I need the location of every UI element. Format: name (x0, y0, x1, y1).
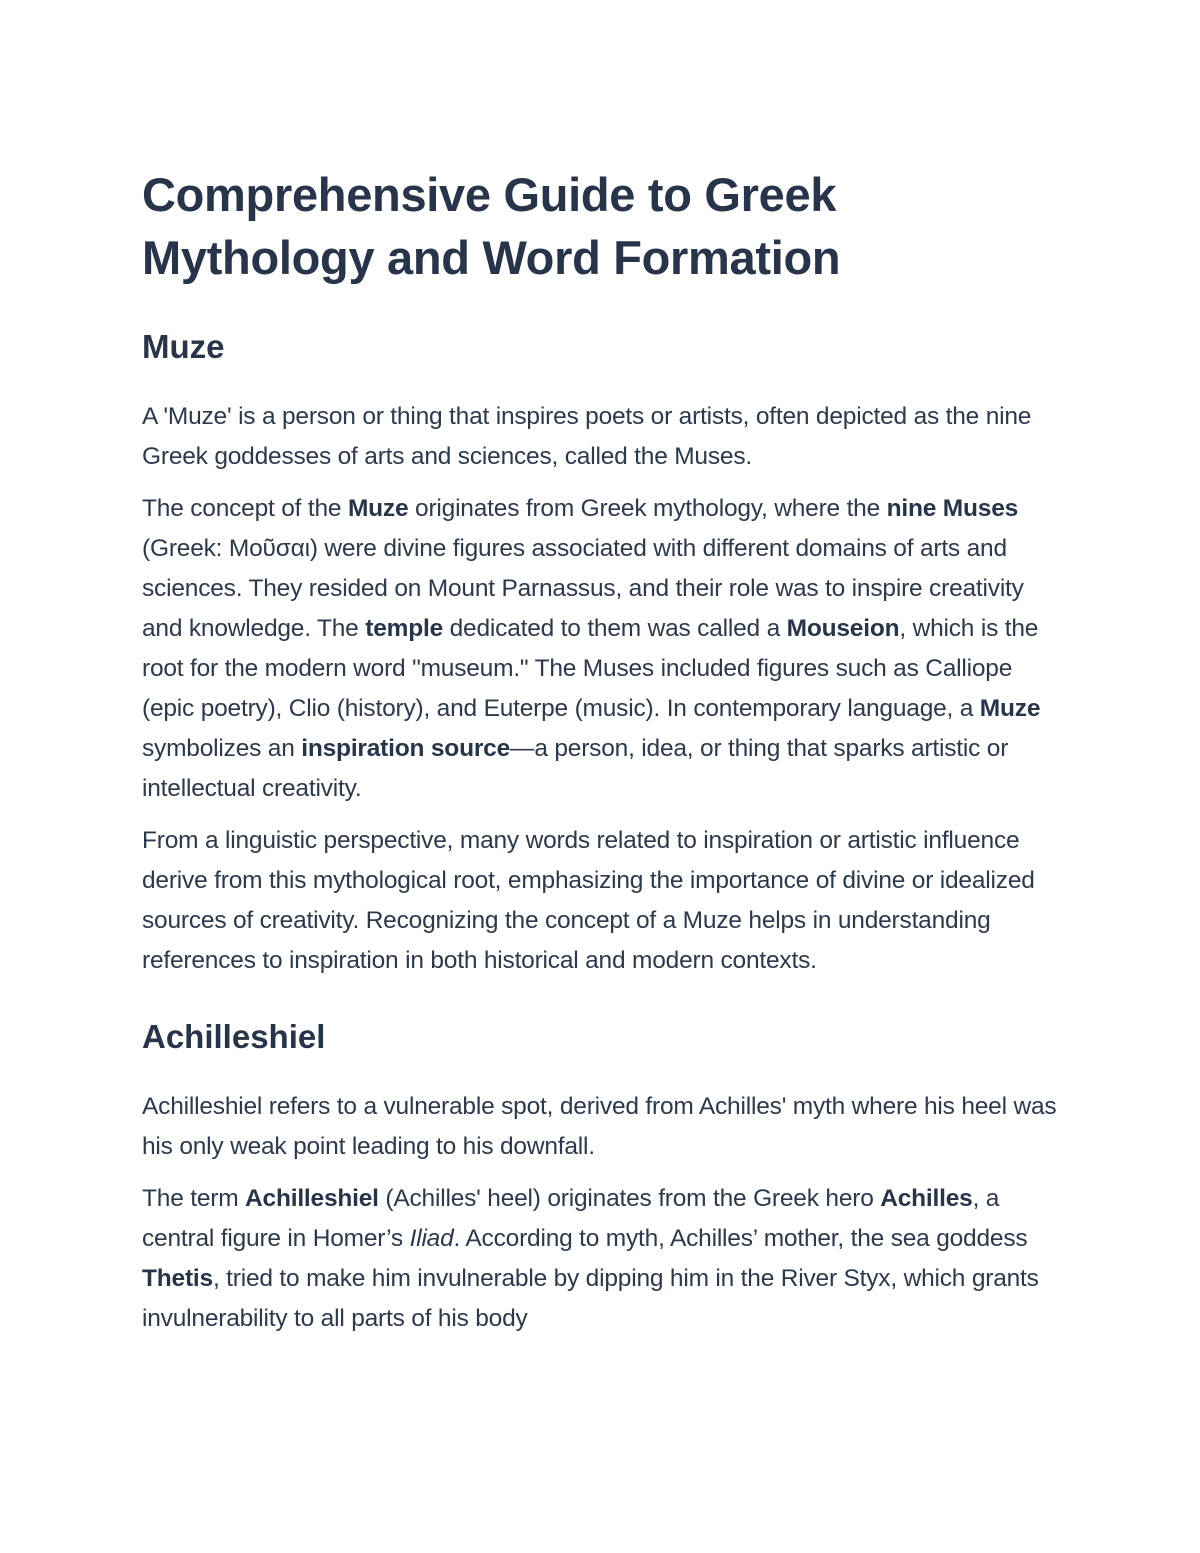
italic-title: Iliad (409, 1225, 454, 1252)
text-run: , which is the root for the modern word "museum." The Muses included figures such as Calliope (epic poetry), Clio (history), and Euterpe (music). In contemporary language, a (142, 615, 1039, 722)
text-run: dedicated to them was called a (443, 615, 787, 642)
section-paragraph-muze-origin (142, 489, 1062, 809)
section-heading-achilleshiel: Achilleshiel (142, 1018, 326, 1055)
text-run: —a person, idea, or thing that sparks artistic or intellectual creativity. (142, 735, 1009, 802)
bold-term: inspiration source (301, 735, 511, 762)
text-run: The concept of the (142, 495, 348, 522)
text-run: , a central figure in Homer’s (142, 1185, 1000, 1252)
bold-term: Mouseion (786, 615, 900, 642)
page-title: Comprehensive Guide to Greek Mythology and Word Formation (142, 168, 841, 284)
bold-term: nine Muses (886, 495, 1019, 522)
bold-term: temple (365, 615, 444, 642)
section-achilleshiel (142, 1017, 1062, 1339)
bold-term: Achilleshiel (245, 1185, 379, 1212)
text-run: The term (142, 1185, 246, 1212)
bold-term: Muze (979, 695, 1041, 722)
section-muze (142, 327, 1062, 981)
bold-term: Achilles (880, 1185, 973, 1212)
section-paragraph-muze-linguistic: From a linguistic perspective, many words related to inspiration or artistic influence derive from this mythological root, emphasizing the importance of divine or idealized sources of creativity. Recognizing the concept of a Muze helps in understanding references to inspiration in both historical and modern contexts. (142, 827, 1035, 974)
text-run: (Greek: Μοῦσαι) were divine figures associated with different domains of arts and sciences. They resided on Mount Parnassus, and their role was to inspire creativity and knowledge. The (142, 535, 1024, 642)
text-run: originates from Greek mythology, where the (408, 495, 887, 522)
section-paragraph-achilleshiel-origin (142, 1179, 1062, 1339)
section-summary-muze: A 'Muze' is a person or thing that inspires poets or artists, often depicted as the nine Greek goddesses of arts and sciences, called the Muses. (142, 403, 1032, 470)
document-page (142, 163, 1062, 1351)
section-heading-muze: Muze (142, 328, 225, 365)
text-run: symbolizes an (142, 735, 302, 762)
section-summary-achilleshiel: Achilleshiel refers to a vulnerable spot, derived from Achilles' myth where his heel was his only weak point leading to his downfall. (142, 1093, 1057, 1160)
bold-term: Muze (347, 495, 409, 522)
bold-term: Thetis (142, 1265, 213, 1292)
text-run: , tried to make him invulnerable by dipping him in the River Styx, which grants invulnerability to all parts of his body (142, 1265, 1039, 1332)
text-run: . According to myth, Achilles’ mother, the sea goddess (453, 1225, 1028, 1252)
text-run: (Achilles' heel) originates from the Greek hero (378, 1185, 881, 1212)
